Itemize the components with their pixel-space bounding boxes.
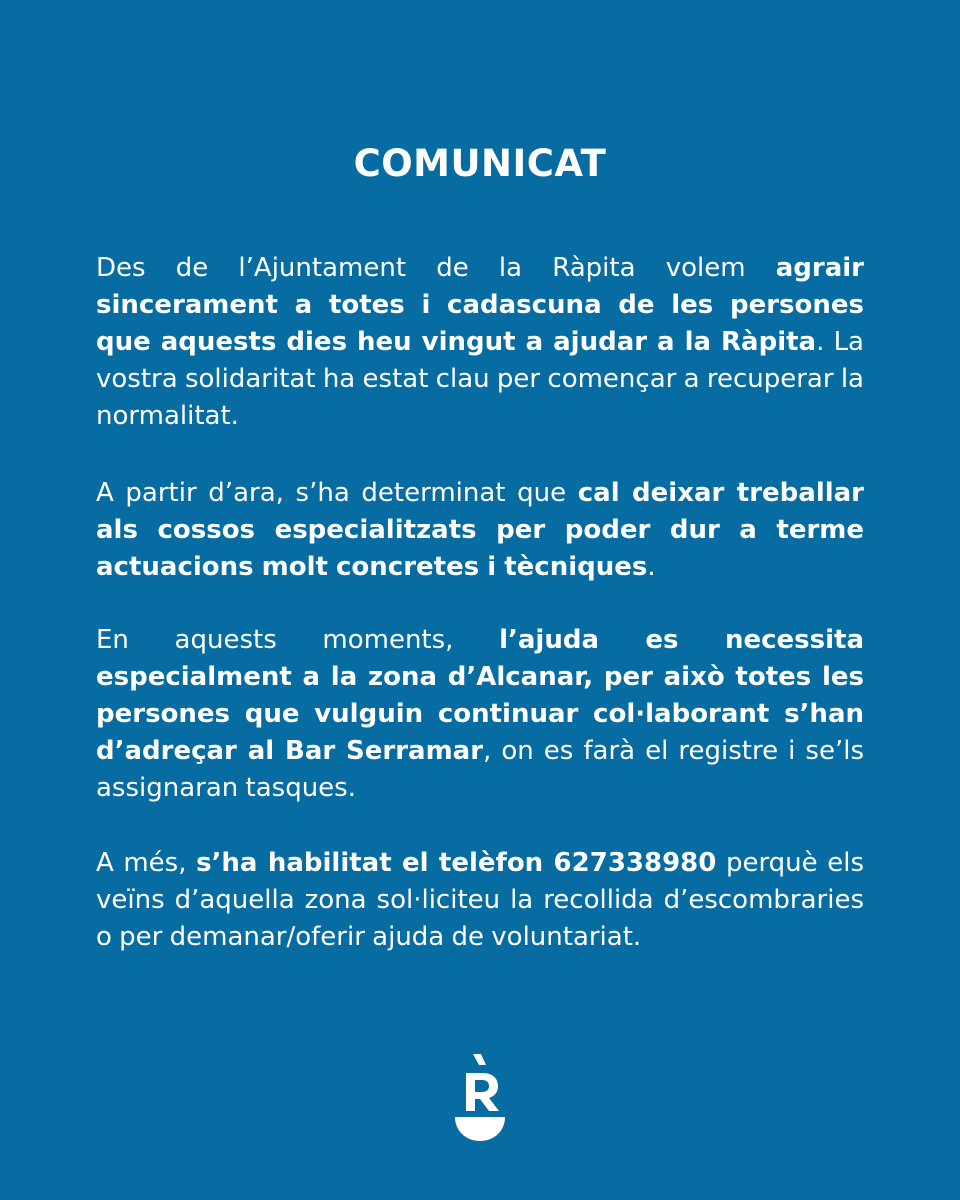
paragraph-text: Des de l’Ajuntament de la Ràpita volem bbox=[96, 253, 776, 283]
paragraph-bold-text: s’ha habilitat el telèfon 627338980 bbox=[196, 848, 717, 878]
paragraph-text: perquè els veïns d’aquella zona sol·liciteu la recollida d’escombraries o per demanar/oferir ajuda de voluntariat. bbox=[96, 848, 864, 952]
paragraph-text: . La vostra solidaritat ha estat clau per començar a recuperar la normalitat. bbox=[96, 327, 864, 431]
page-title: COMUNICAT bbox=[353, 142, 607, 185]
paragraph-text: , on es farà el registre i se’ls assignaran tasques. bbox=[96, 736, 865, 803]
paragraph-bold-text: cal deixar treballar als cossos especialitzats per poder dur a terme actuacions molt concretes i tècniques bbox=[96, 478, 865, 582]
paragraph-bold-text: agrair sincerament a totes i cadascuna de les persones que aquests dies heu vingut a ajudar a la Ràpita bbox=[96, 253, 864, 357]
logo-letter bbox=[466, 1073, 499, 1111]
paragraph-alcanar bbox=[96, 622, 864, 807]
paragraph-phone bbox=[96, 845, 864, 956]
paragraph-text: . bbox=[647, 552, 656, 582]
paragraph-thanks bbox=[96, 250, 864, 435]
paragraph-text: En aquests moments, bbox=[96, 625, 500, 655]
paragraph-text: A partir d’ara, s’ha determinat que bbox=[96, 478, 578, 508]
logo-accent bbox=[473, 1054, 486, 1065]
paragraph-text: A més, bbox=[96, 848, 197, 878]
logo-bowl bbox=[455, 1117, 505, 1141]
paragraph-specialists bbox=[96, 475, 864, 586]
logo-svg bbox=[452, 1052, 508, 1142]
paragraph-bold-text: l’ajuda es necessita especialment a la zona d’Alcanar, per això totes les persones que vulguin continuar col·laborant s’han d’adreçar al Bar Serramar bbox=[96, 625, 864, 766]
ajuntament-rapita-logo-icon bbox=[452, 1052, 508, 1142]
